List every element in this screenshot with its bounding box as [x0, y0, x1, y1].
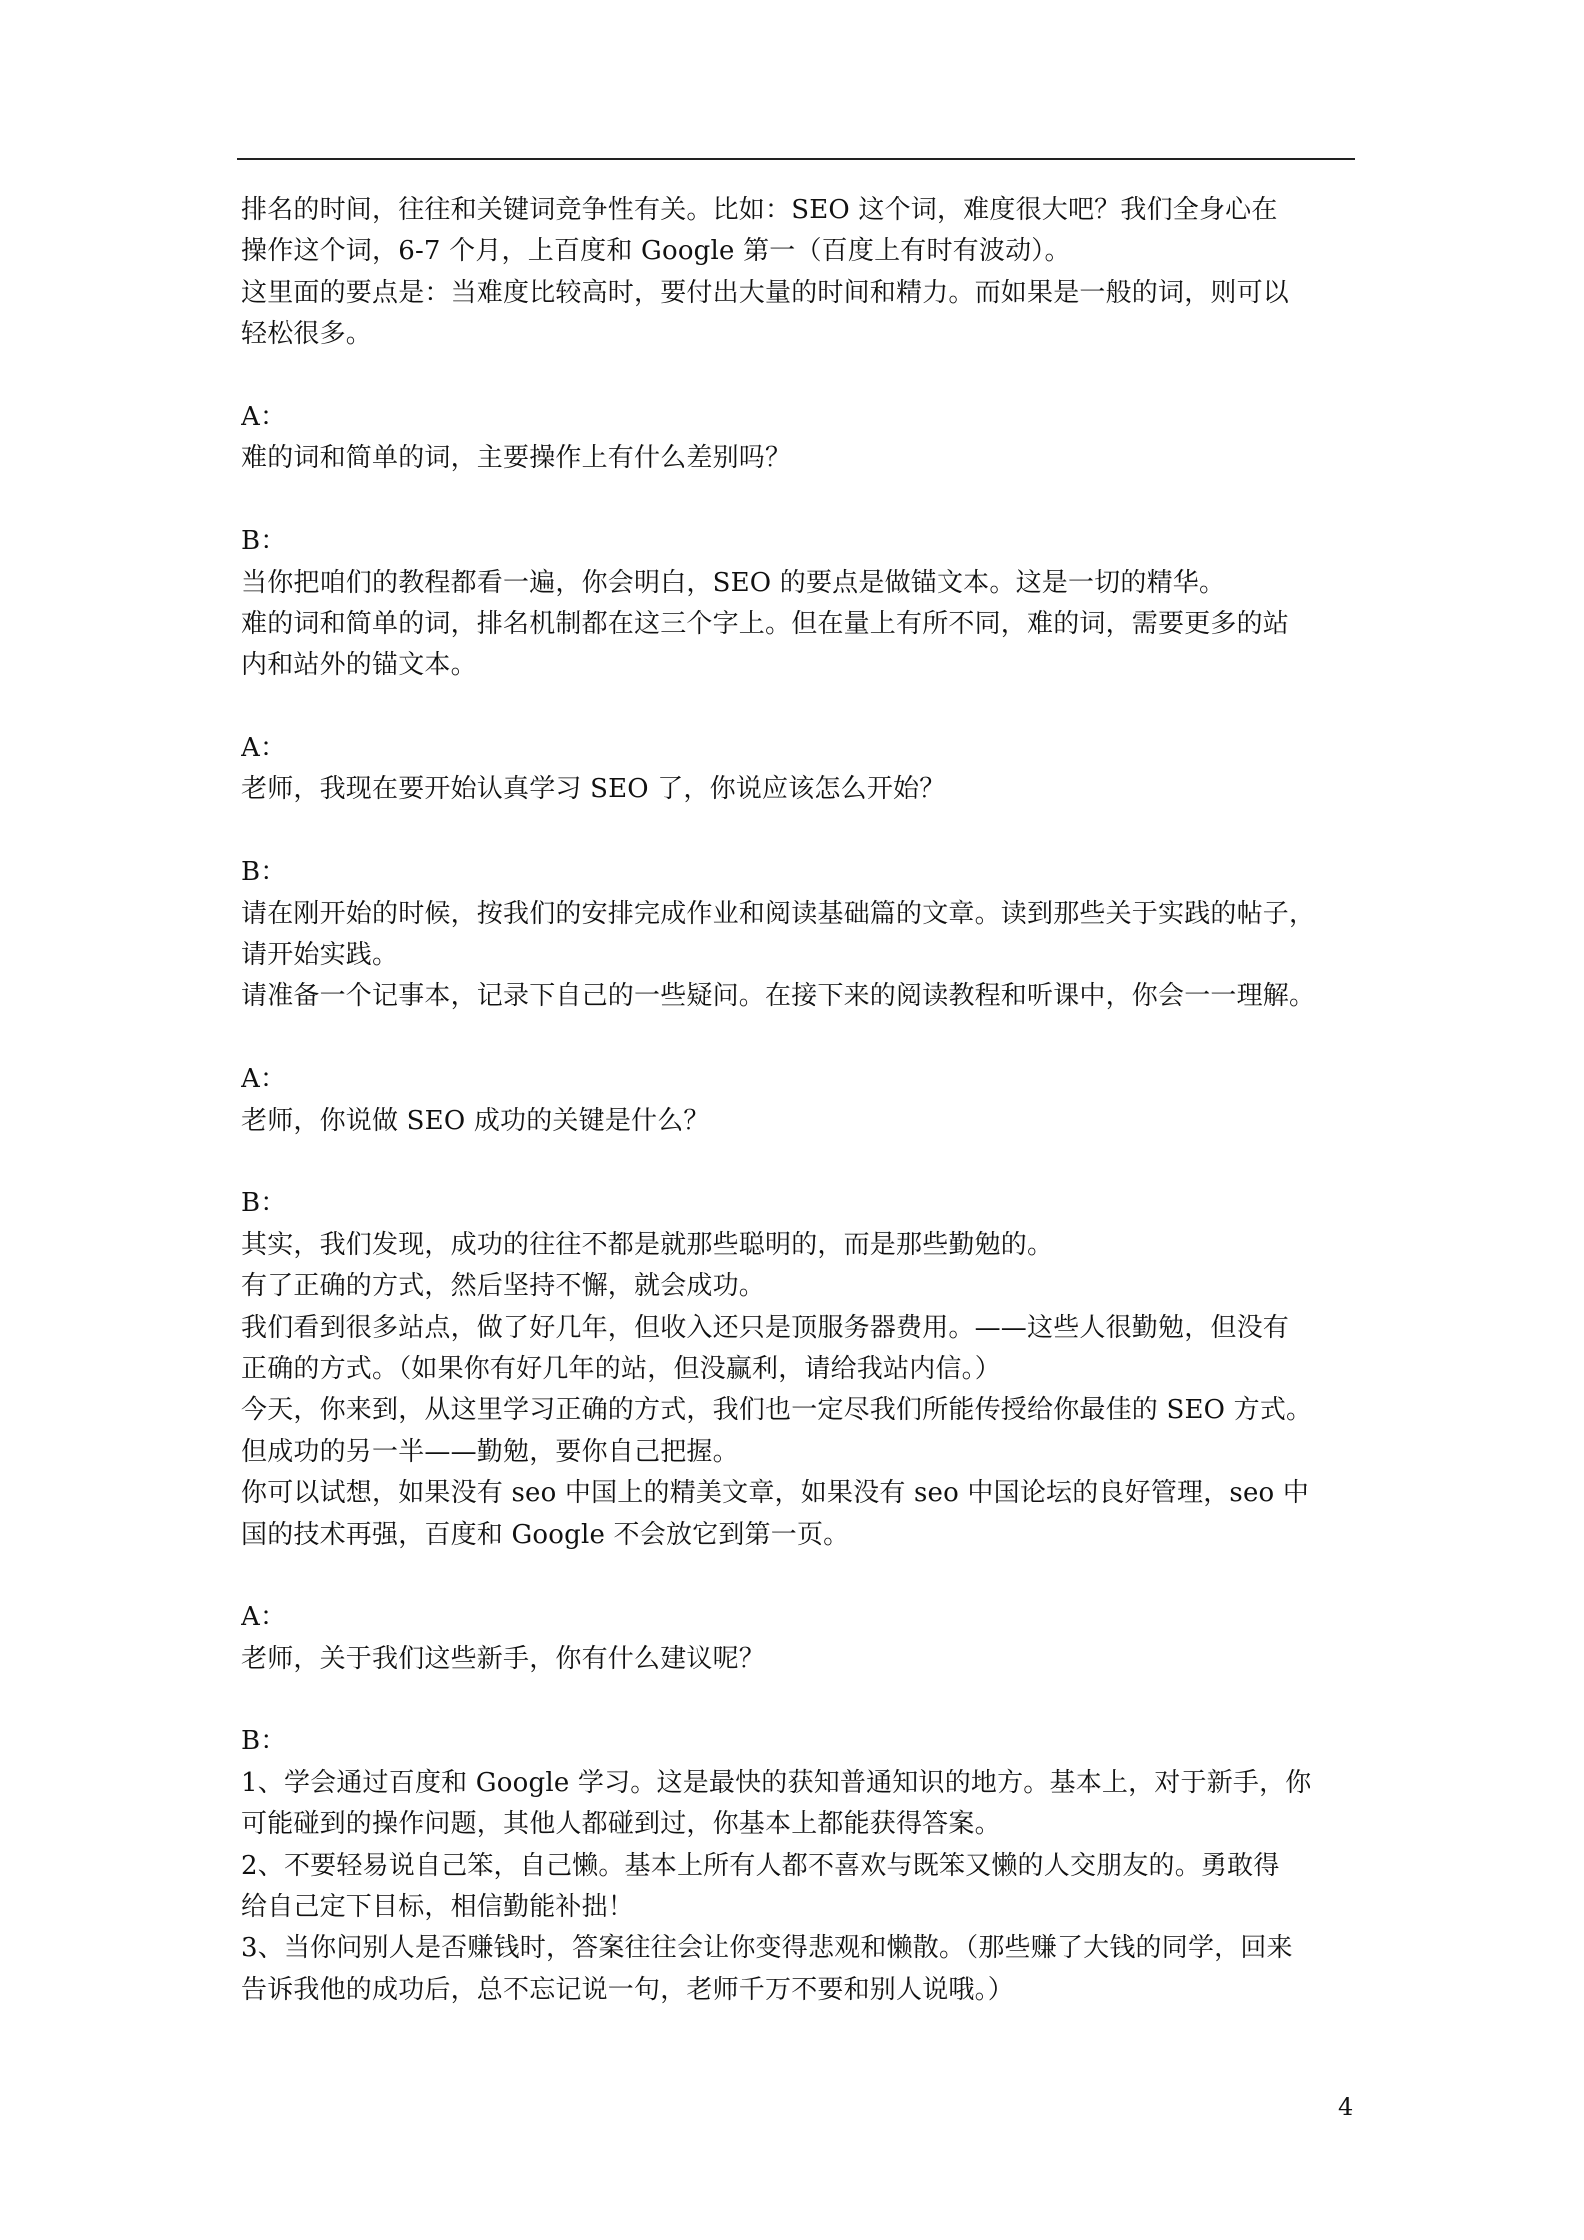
- text-line: 当你把咱们的教程都看一遍，你会明白，SEO 的要点是做锚文本。这是一切的精华。: [241, 567, 1226, 598]
- paragraph: [241, 1183, 1355, 1556]
- text-line: 这里面的要点是：当难度比较高时，要付出大量的时间和精力。而如果是一般的词，则可以: [241, 277, 1290, 308]
- paragraph-gap: [241, 1142, 1355, 1183]
- paragraph: [241, 1597, 1355, 1680]
- text-line: 给自己定下目标，相信勤能补拙！: [241, 1892, 635, 1923]
- text-line: 正确的方式。（如果你有好几年的站，但没赢利，请给我站内信。）: [241, 1353, 1002, 1384]
- paragraph-gap: [241, 1556, 1355, 1597]
- paragraph: [241, 728, 1355, 811]
- text-line: B：: [241, 857, 287, 888]
- text-line: 今天，你来到，从这里学习正确的方式，我们也一定尽我们所能传授给你最佳的 SEO 方式。: [241, 1395, 1313, 1426]
- paragraph: [241, 397, 1355, 480]
- text-line: 老师，我现在要开始认真学习 SEO 了，你说应该怎么开始？: [241, 774, 946, 805]
- text-line: A：: [241, 733, 287, 764]
- paragraph-gap: [241, 1680, 1355, 1721]
- text-line: 2、不要轻易说自己笨，自己懒。基本上所有人都不喜欢与既笨又懒的人交朋友的。勇敢得: [241, 1850, 1280, 1881]
- header-rule: [237, 158, 1355, 160]
- paragraph: [241, 190, 1355, 356]
- paragraph-gap: [241, 687, 1355, 728]
- text-line: 老师，关于我们这些新手，你有什么建议呢？: [241, 1643, 766, 1674]
- text-line: 请开始实践。: [241, 940, 399, 971]
- text-line: 难的词和简单的词，排名机制都在这三个字上。但在量上有所不同，难的词，需要更多的站: [241, 608, 1290, 639]
- text-line: 老师，你说做 SEO 成功的关键是什么？: [241, 1105, 710, 1136]
- text-line: A：: [241, 1602, 287, 1633]
- text-line: 有了正确的方式，然后坚持不懈，就会成功。: [241, 1271, 766, 1302]
- text-line: 轻松很多。: [241, 319, 373, 350]
- paragraph-gap: [241, 1018, 1355, 1059]
- text-line: B：: [241, 1188, 287, 1219]
- paragraph-gap: [241, 356, 1355, 397]
- text-line: B：: [241, 526, 287, 557]
- document-body: [241, 190, 1355, 2011]
- paragraph: [241, 521, 1355, 687]
- text-line: 国的技术再强，百度和 Google 不会放它到第一页。: [241, 1519, 850, 1550]
- text-line: B：: [241, 1726, 287, 1757]
- page-number: 4: [1338, 2093, 1354, 2121]
- text-line: 但成功的另一半——勤勉，要你自己把握。: [241, 1436, 739, 1467]
- paragraph-gap: [241, 811, 1355, 852]
- text-line: 你可以试想，如果没有 seo 中国上的精美文章，如果没有 seo 中国论坛的良好管理，seo 中: [241, 1478, 1310, 1509]
- text-line: 1、学会通过百度和 Google 学习。这是最快的获知普通知识的地方。基本上，对于新手，你: [241, 1767, 1312, 1798]
- text-line: 其实，我们发现，成功的往往不都是就那些聪明的，而是那些勤勉的。: [241, 1229, 1054, 1260]
- text-line: 难的词和简单的词，主要操作上有什么差别吗？: [241, 443, 792, 474]
- paragraph: [241, 1059, 1355, 1142]
- paragraph: [241, 852, 1355, 1018]
- paragraph: [241, 1721, 1355, 2011]
- text-line: 排名的时间，往往和关键词竞争性有关。比如：SEO 这个词，难度很大吧？我们全身心在: [241, 195, 1278, 225]
- text-line: 可能碰到的操作问题，其他人都碰到过，你基本上都能获得答案。: [241, 1809, 1001, 1840]
- text-line: A：: [241, 1064, 287, 1095]
- text-line: 请准备一个记事本，记录下自己的一些疑问。在接下来的阅读教程和听课中，你会一一理解。: [241, 981, 1316, 1012]
- paragraph-gap: [241, 480, 1355, 521]
- text-line: 我们看到很多站点，做了好几年，但收入还只是顶服务器费用。——这些人很勤勉，但没有: [241, 1312, 1290, 1343]
- text-line: 3、当你问别人是否赚钱时，答案往往会让你变得悲观和懒散。（那些赚了大钱的同学，回来: [241, 1933, 1293, 1964]
- text-line: 告诉我他的成功后，总不忘记说一句，老师千万不要和别人说哦。）: [241, 1974, 1015, 2005]
- text-line: A：: [241, 401, 287, 432]
- text-line: 操作这个词，6-7 个月，上百度和 Google 第一（百度上有时有波动）。: [241, 236, 1071, 267]
- text-line: 内和站外的锚文本。: [241, 650, 477, 681]
- text-line: 请在刚开始的时候，按我们的安排完成作业和阅读基础篇的文章。读到那些关于实践的帖子，: [241, 898, 1316, 929]
